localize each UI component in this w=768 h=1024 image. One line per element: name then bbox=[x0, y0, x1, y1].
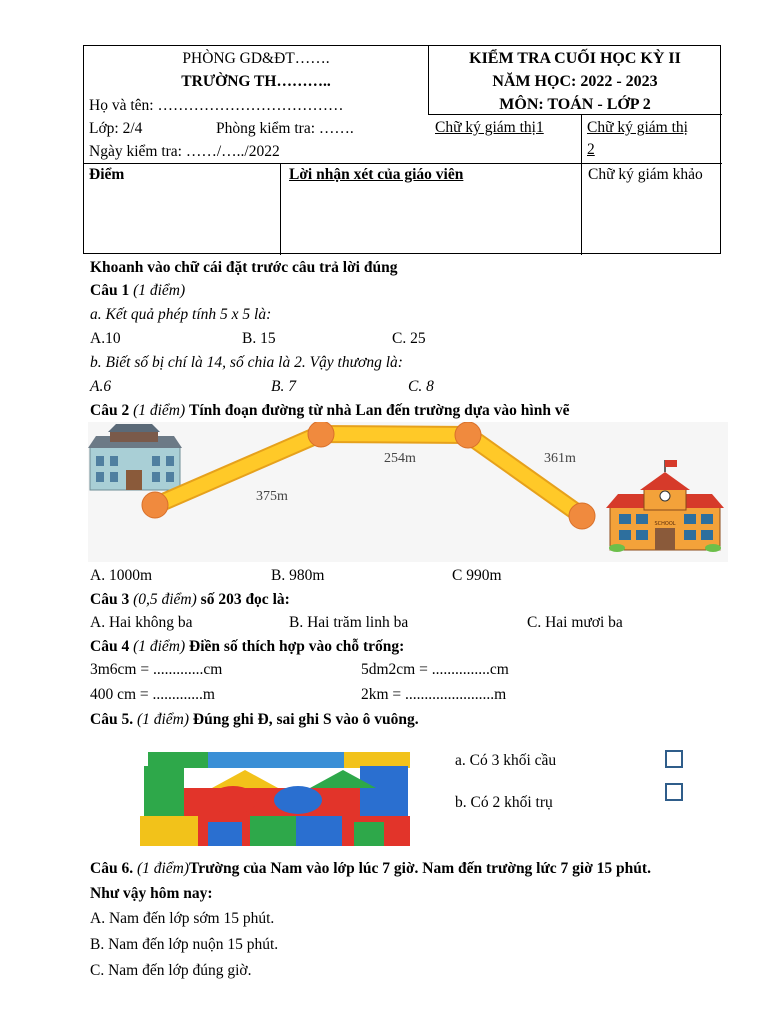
proctor1-signature: Chữ ký giám thị1 bbox=[435, 119, 544, 136]
q2-option-c: C 990m bbox=[452, 567, 502, 584]
q5-answer-box-b[interactable] bbox=[665, 783, 683, 801]
instruction: Khoanh vào chữ cái đặt trước câu trả lời đúng bbox=[90, 259, 398, 276]
segment-label-2: 254m bbox=[384, 451, 416, 466]
proctor2-number: 2 bbox=[587, 141, 595, 158]
q1a-option-a: A.10 bbox=[90, 330, 121, 347]
q4-item-1: 3m6cm = .............cm bbox=[90, 661, 223, 678]
q3-heading bbox=[90, 590, 290, 610]
date-field: Ngày kiểm tra: ……/…../2022 bbox=[89, 143, 280, 160]
grader-signature-label: Chữ ký giám khảo bbox=[588, 166, 703, 183]
q2-points: (1 điểm) bbox=[133, 402, 186, 419]
q1b-prompt: b. Biết số bị chí là 14, số chia là 2. Vậy thương là: bbox=[90, 354, 403, 371]
q4-title: Câu 4 bbox=[90, 638, 130, 655]
exam-title: KIỂM TRA CUỐI HỌC KỲ II bbox=[469, 50, 681, 67]
score-label: Điểm bbox=[89, 166, 125, 183]
school-sign: SCHOOL bbox=[654, 521, 676, 527]
q2-option-a: A. 1000m bbox=[90, 567, 152, 584]
q6-option-b: B. Nam đến lớp nuộn 15 phút. bbox=[90, 936, 279, 953]
route-point bbox=[455, 422, 481, 448]
q3-option-c: C. Hai mươi ba bbox=[527, 614, 623, 631]
q6-option-a: A. Nam đến lớp sớm 15 phút. bbox=[90, 910, 275, 927]
proctor2-signature: Chữ ký giám thị bbox=[587, 119, 688, 136]
q1b-option-a: A.6 bbox=[90, 378, 112, 395]
q1b-option-b: B. 7 bbox=[271, 378, 296, 395]
q1b-option-c: C. 8 bbox=[408, 378, 434, 395]
school-year: NĂM HỌC: 2022 - 2023 bbox=[492, 73, 658, 90]
q5-statement-a: a. Có 3 khối cầu bbox=[455, 752, 557, 769]
route-point bbox=[308, 422, 334, 447]
teacher-comment-label: Lời nhận xét của giáo viên bbox=[289, 166, 464, 183]
q5-text: Đúng ghi Đ, sai ghi S vào ô vuông. bbox=[192, 711, 419, 728]
q6-points: (1 điểm) bbox=[136, 860, 190, 877]
divider bbox=[84, 163, 722, 164]
q6-option-c: C. Nam đến lớp đúng giờ. bbox=[90, 962, 252, 979]
q6-heading bbox=[90, 859, 651, 879]
q1-title: Câu 1 bbox=[90, 282, 130, 299]
q5-heading bbox=[90, 710, 419, 730]
room-field: Phòng kiểm tra: ……. bbox=[216, 120, 354, 137]
school-name: TRƯỜNG TH……….. bbox=[181, 73, 331, 90]
divider bbox=[581, 114, 582, 255]
blocks-image bbox=[140, 748, 412, 848]
segment-label-1: 375m bbox=[256, 489, 288, 504]
q2-option-b: B. 980m bbox=[271, 567, 325, 584]
q4-points: (1 điểm) bbox=[133, 638, 186, 655]
q6-text-2: Như vậy hôm nay: bbox=[90, 885, 213, 902]
q6-text: Trường của Nam vào lớp lúc 7 giờ. Nam đến trường lức 7 giờ 15 phút. bbox=[189, 860, 651, 877]
q4-item-3: 400 cm = .............m bbox=[90, 686, 215, 703]
route-point bbox=[569, 503, 595, 529]
q2-heading bbox=[90, 401, 569, 421]
q1-points: (1 điểm) bbox=[133, 282, 186, 299]
q3-option-a: A. Hai không ba bbox=[90, 614, 193, 631]
q2-title: Câu 2 bbox=[90, 402, 130, 419]
q6-title: Câu 6. bbox=[90, 860, 134, 877]
q5-statement-b: b. Có 2 khối trụ bbox=[455, 794, 553, 811]
q4-item-4: 2km = .......................m bbox=[361, 686, 507, 703]
subject: MÔN: TOÁN - LỚP 2 bbox=[499, 96, 651, 113]
segment-label-3: 361m bbox=[544, 451, 576, 466]
route-diagram bbox=[88, 422, 728, 562]
header-table bbox=[83, 45, 721, 254]
q4-text: Điền số thích hợp vào chỗ trống: bbox=[189, 638, 405, 655]
q2-text: Tính đoạn đường từ nhà Lan đến trường dựa vào hình vẽ bbox=[189, 402, 570, 419]
q5-title: Câu 5. bbox=[90, 711, 134, 728]
toy-blocks-illustration bbox=[140, 752, 410, 846]
student-name-field: Họ và tên: ……………………………… bbox=[89, 97, 344, 114]
q4-item-2: 5dm2cm = ...............cm bbox=[361, 661, 509, 678]
q5-answer-box-a[interactable] bbox=[665, 750, 683, 768]
q1-heading bbox=[90, 281, 185, 301]
dept-name: PHÒNG GD&ĐT……. bbox=[182, 50, 330, 67]
q1a-option-c: C. 25 bbox=[392, 330, 426, 347]
q4-heading bbox=[90, 637, 404, 657]
q1a-prompt: a. Kết quả phép tính 5 x 5 là: bbox=[90, 306, 272, 323]
class-field: Lớp: 2/4 bbox=[89, 120, 143, 137]
route-point bbox=[142, 492, 168, 518]
q3-option-b: B. Hai trăm linh ba bbox=[289, 614, 409, 631]
q3-title: Câu 3 bbox=[90, 591, 130, 608]
divider bbox=[280, 163, 281, 255]
q5-points: (1 điểm) bbox=[136, 711, 190, 728]
q1a-option-b: B. 15 bbox=[242, 330, 276, 347]
q3-text: số 203 đọc là: bbox=[200, 591, 290, 608]
q3-points: (0,5 điểm) bbox=[133, 591, 197, 608]
